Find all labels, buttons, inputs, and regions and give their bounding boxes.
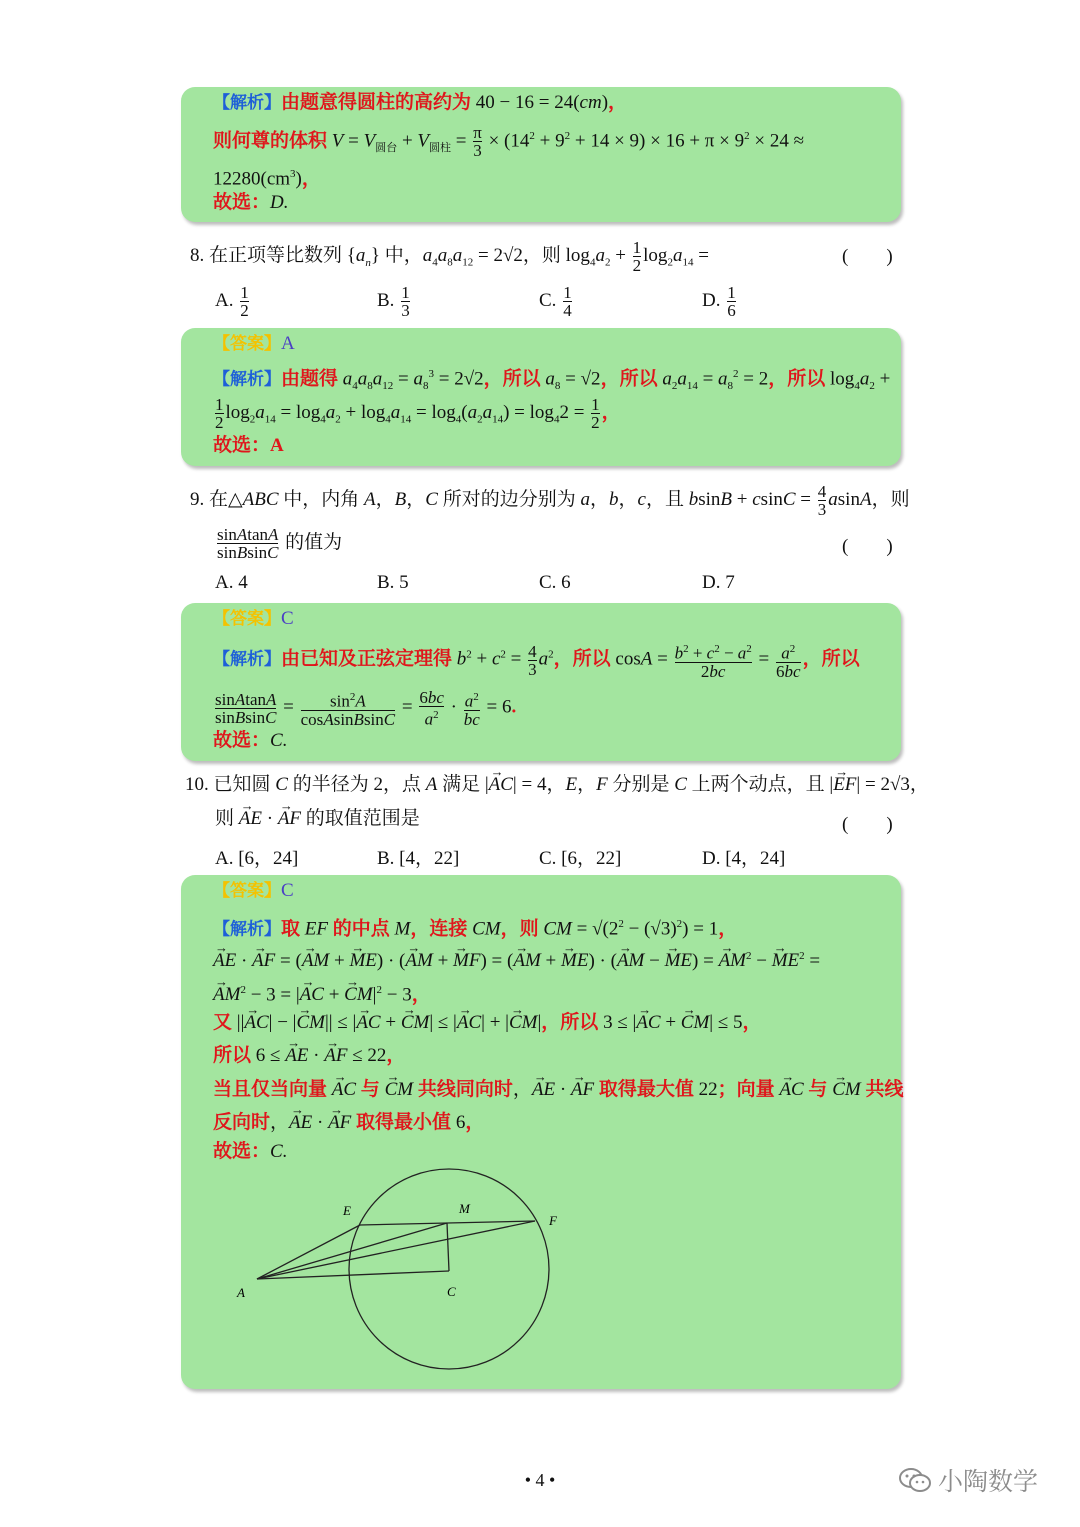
analysis-box-q7	[181, 87, 901, 222]
option-d: D. 7	[702, 572, 735, 593]
analysis-line: 反向时，→ AE · → AF 取得最小值 6，	[213, 1111, 484, 1135]
analysis-line: 【解析】由已知及正弦定理得 $b^2 + c^2$ = $\frac{4}{3}$ $a^2$，所以 cosA = $\frac{b^2 + c^2 - a^2}{2bc}$ = $\frac{a^2}{6bc}$ ，所以	[213, 641, 860, 681]
analysis-text: 则何尊的体积	[213, 130, 328, 152]
analysis-line: 所以 6 ≤ → AE · → AF ≤ 22，	[213, 1044, 405, 1068]
option-b: B. $\frac{1}{3}$	[377, 283, 410, 320]
option-d: D. [4，24]	[702, 848, 786, 869]
answer-blank: ( )	[842, 814, 893, 835]
analysis-line: $\frac{1}{2}$ $\log_2a_{14} = \log_4a_2 + \log_4a_{14} = \log_4(a_2a_{14}) = \log_42$ = $\frac{1}{2}$ ，	[215, 395, 621, 432]
page-number: • 4 •	[524, 1470, 556, 1490]
question-number: 8.	[190, 244, 205, 266]
answer-line	[213, 607, 294, 631]
analysis-tag: 【解析】	[213, 649, 281, 670]
analysis-line: 【解析】由题意得圆柱的高约为 40 − 16 = 24(cm)，	[213, 92, 628, 113]
choose-label: 故选：	[213, 730, 271, 751]
analysis-tag: 【解析】	[213, 369, 281, 390]
choose-value: C.	[270, 1141, 288, 1162]
choose-value: A	[270, 435, 284, 456]
analysis-box-q9	[181, 603, 901, 761]
answer-blank: ( )	[842, 246, 893, 267]
answer-line	[213, 332, 295, 356]
analysis-box-q10	[181, 875, 904, 1389]
answer-value: C	[281, 608, 294, 629]
geometry-figure	[181, 875, 901, 1389]
analysis-line: 【解析】由题得 $a_4a_8a_{12} = a_8^3 = 2√2$，所以 $a_8 = √2$，所以 $a_2a_{14} = a_8^2 = 2$，所以 $\log_4a_2$ +	[213, 368, 891, 393]
option-a: A. [6，24]	[215, 848, 299, 869]
analysis-line: $12280(cm^3)$，	[213, 168, 321, 190]
analysis-line: → $AM^2 - 3$ = |→ AC + → $CM|^2 - 3$，	[213, 978, 431, 1007]
analysis-line: 则何尊的体积 $V = V_{圆台} + V_{圆柱}$ = $\frac{\pi}{3}$ × $(14^2 + 9^2 + 14 \times 9) \times 16 + \pi \times 9^2 \times 24$ ≈	[213, 123, 805, 161]
analysis-tag: 【解析】	[213, 919, 281, 940]
watermark	[898, 1462, 1038, 1498]
option-a: A. 4	[215, 572, 248, 593]
answer-blank: ( )	[842, 536, 893, 557]
segment-ac	[257, 1271, 449, 1279]
answer-value: A	[281, 333, 295, 354]
option-d: D. $\frac{1}{6}$	[702, 283, 736, 320]
label-c: C	[447, 1284, 456, 1299]
analysis-line: 当且仅当向量 → AC 与 → CM 共线同向时，→ AE · → AF 取得最大值 22；向量 → AC 与 → CM 共线	[213, 1078, 903, 1102]
choose-line	[213, 191, 289, 215]
answer-tag: 【答案】	[213, 881, 281, 901]
segment-am	[257, 1223, 447, 1279]
option-b: B. 5	[377, 572, 409, 593]
wechat-icon	[898, 1467, 932, 1493]
choose-line	[213, 729, 287, 753]
answer-value: C	[281, 880, 294, 901]
analysis-tag: 【解析】	[213, 93, 281, 113]
question-10-stem-line2: 则 → AE · → AF 的取值范围是	[215, 806, 420, 832]
analysis-line: 又 ||→ AC| − |→ CM|| ≤ |→ AC + → CM| ≤ |→ AC| + |→ CM|，所以 3 ≤ |→ AC + → CM| ≤ 5，	[213, 1011, 762, 1035]
answer-tag: 【答案】	[213, 334, 281, 354]
segment-af	[257, 1221, 535, 1279]
answer-tag: 【答案】	[213, 609, 281, 629]
option-a: A. $\frac{1}{2}$	[215, 283, 249, 320]
segment-cm	[447, 1223, 449, 1271]
question-9-stem: 9. 在△ABC 中，内角 A，B，C 所对的边分别为 a，b，c，且 bsinB + csinC = $\frac{4}{3}$ asinA，则	[190, 482, 910, 519]
analysis-text: 由题意得圆柱的高约为	[281, 92, 472, 113]
question-8-stem: 8. 在正项等比数列 $\{a_n\}$ 中，$a_4a_8a_{12} = 2√2$，则 $\log_4a_2$ + $\frac{1}{2}$ $\log_2a_{14}$ =	[190, 238, 709, 275]
label-a: A	[237, 1285, 245, 1300]
choose-label: 故选：	[213, 435, 271, 456]
question-number: 10.	[185, 774, 209, 795]
question-9-stem-line2: $\frac{\text{sinAtanA}}{\text{sinBsinC}}$ 的值为	[217, 525, 343, 562]
analysis-box-q8	[181, 328, 901, 466]
option-c: C. $\frac{1}{4}$	[539, 283, 572, 320]
watermark-text: 小陶数学	[938, 1467, 1039, 1496]
analysis-line: $\frac{\text{sinAtanA}}{\text{sinBsinC}}$ = $\frac{\sin^2A}{\text{cosAsinBsinC}}$ = $\frac{6bc}{a^2}$ · $\frac{a^2}{bc}$ = 6.	[215, 688, 517, 729]
choose-line	[213, 434, 284, 458]
choose-value: C.	[270, 730, 288, 751]
label-e: E	[343, 1203, 351, 1218]
choose-label: 故选：	[213, 1141, 271, 1162]
option-b: B. [4，22]	[377, 848, 460, 869]
question-10-stem: 10. 已知圆 C 的半径为 2，点 A 满足 |→ AC| = 4，E，F 分别是 C 上两个动点，且 |→ EF| = 2√3，	[185, 772, 929, 798]
choose-value: D.	[270, 192, 289, 213]
label-f: F	[549, 1213, 557, 1228]
analysis-line: → AE · → AF = (→ AM + → ME) · (→ AM + → MF) = (→ AM + → ME) · (→ AM − → ME) = → $AM^2$ − → $ME^2$ =	[213, 944, 820, 973]
option-c: C. [6，22]	[539, 848, 622, 869]
question-number: 9.	[190, 488, 205, 510]
label-m: M	[459, 1201, 470, 1216]
segment-ae	[257, 1225, 360, 1279]
choose-label: 故选：	[213, 192, 271, 213]
option-c: C. 6	[539, 572, 571, 593]
analysis-line: 【解析】取 EF 的中点 M，连接 CM，则 CM = $√(2^2 - (√3)^2) = 1$，	[213, 918, 738, 940]
